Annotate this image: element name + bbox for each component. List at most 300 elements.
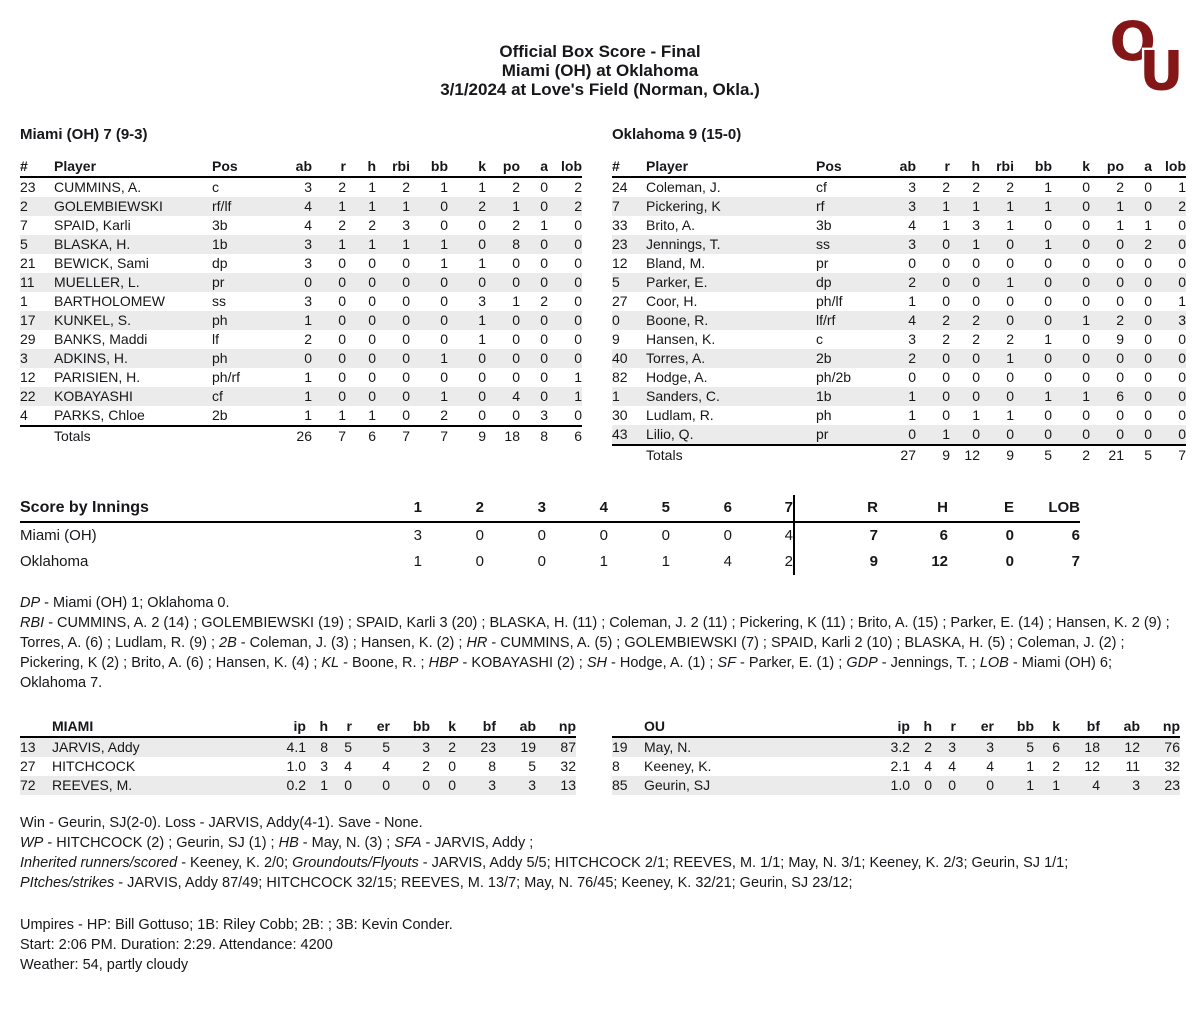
- column-header: [612, 717, 644, 737]
- stat-label: HR: [466, 635, 488, 651]
- summary-stat-cell: 0: [1005, 553, 1014, 570]
- stat-cell: 0: [1178, 255, 1186, 271]
- team-name-cell: Miami (OH): [20, 527, 97, 544]
- position-cell: ss: [212, 293, 226, 309]
- stat-cell: 3: [1132, 777, 1140, 793]
- summary-column-header: E: [948, 495, 1014, 522]
- position-cell: 3b: [212, 217, 228, 233]
- stat-cell: 0: [440, 293, 448, 309]
- column-header: k: [1034, 717, 1060, 737]
- stat-cell: 0: [1116, 293, 1124, 309]
- stat-cell: 2: [972, 179, 980, 195]
- position-cell: 0.2: [286, 777, 306, 793]
- stat-cell: 3: [986, 739, 994, 755]
- stat-cell: 0: [512, 331, 520, 347]
- jersey-number-cell: 13: [20, 739, 36, 755]
- stat-cell: 0: [986, 777, 994, 793]
- stat-cell: 6: [1116, 388, 1124, 404]
- column-header: [20, 717, 52, 737]
- stat-cell: 1: [1006, 407, 1014, 423]
- footer-line: Weather: 54, partly cloudy: [20, 957, 189, 973]
- position-cell: c: [816, 331, 823, 347]
- stat-cell: 3: [908, 331, 916, 347]
- stat-cell: 0: [478, 217, 486, 233]
- inning-score-cell: 4: [723, 553, 732, 570]
- stat-label: LOB: [979, 655, 1009, 671]
- player-name-cell: HITCHCOCK: [52, 758, 136, 774]
- column-header: ip: [260, 717, 306, 737]
- player-row: [612, 425, 1186, 445]
- player-name-cell: JARVIS, Addy: [52, 739, 140, 755]
- player-row: [20, 776, 576, 795]
- stat-cell: 0: [1044, 312, 1052, 328]
- stat-cell: 0: [1178, 217, 1186, 233]
- column-header: bb: [994, 717, 1034, 737]
- stat-cell: 0: [1082, 331, 1090, 347]
- stat-cell: 0: [1044, 293, 1052, 309]
- stat-cell: 1: [574, 388, 582, 404]
- inning-score-cell: 1: [661, 553, 670, 570]
- stat-cell: 4: [908, 217, 916, 233]
- stat-cell: 3: [488, 777, 496, 793]
- stat-cell: 2: [422, 758, 430, 774]
- totals-stat-cell: 9: [980, 445, 1014, 465]
- stat-cell: 0: [1178, 407, 1186, 423]
- stat-cell: 0: [368, 388, 376, 404]
- jersey-number-cell: 0: [612, 312, 620, 328]
- stat-cell: 0: [440, 312, 448, 328]
- away-pitching-header-row: [20, 717, 576, 737]
- stat-cell: 32: [560, 758, 576, 774]
- totals-stat-cell: [816, 445, 874, 465]
- position-cell: cf: [212, 388, 223, 404]
- note-line: RBI - CUMMINS, A. 2 (14) ; GOLEMBIEWSKI (19) ; SPAID, Karli 3 (20) ; BLASKA, H. (11) ; Coleman, J. 2 (11) ; Pickering, K (11) ; Brito, A. (15) ; Parker, E. (14) ; Hansen, K. 2 (9) ; Torres, A. (6) ; Ludlam, R. (9) ; 2B - Coleman, J. (3) ; Hansen, K. (2) ; HR - CUMMINS, A. (5) ; GOLEMBIEWSKI (7) ; SPAID, Karli 2 (10) ; BLASKA, H. (5) ; Coleman, J. (2) ; Pickering, K (2) ; Brito, A. (6) ; Hansen, K. (4) ; KL - Boone, R. ; HBP - KOBAYASHI (2) ; SH - Hodge, A. (1) ; SF - Parker, E. (1) ; GDP - Jennings, T. ; LOB - Miami (OH) 6; Oklahoma 7.: [20, 615, 1170, 691]
- stat-cell: 0: [478, 388, 486, 404]
- stat-cell: 2: [1006, 179, 1014, 195]
- jersey-number-cell: 9: [612, 331, 620, 347]
- stat-cell: 0: [512, 255, 520, 271]
- player-name-cell: Lilio, Q.: [646, 426, 694, 442]
- stat-cell: 2: [1006, 331, 1014, 347]
- stat-cell: 1: [440, 388, 448, 404]
- stat-cell: 3: [304, 179, 312, 195]
- stat-cell: 0: [304, 274, 312, 290]
- stat-cell: 2: [972, 312, 980, 328]
- position-cell: 2b: [212, 407, 228, 423]
- position-cell: c: [212, 179, 219, 195]
- stat-cell: 0: [972, 255, 980, 271]
- player-name-cell: BEWICK, Sami: [54, 255, 149, 271]
- title-line-2: Miami (OH) at Oklahoma: [501, 61, 699, 80]
- column-header: r: [312, 157, 346, 177]
- stat-cell: 0: [942, 369, 950, 385]
- stat-cell: 3: [1178, 312, 1186, 328]
- player-row: [612, 197, 1186, 216]
- totals-stat-cell: 5: [1124, 445, 1152, 465]
- player-name-cell: PARKS, Chloe: [54, 407, 145, 423]
- stat-cell: 0: [440, 198, 448, 214]
- stat-cell: 0: [402, 293, 410, 309]
- ou-logo: [1108, 10, 1186, 94]
- stat-cell: 0: [1006, 388, 1014, 404]
- stat-cell: 3: [304, 236, 312, 252]
- position-cell: 1.0: [286, 758, 306, 774]
- player-row: [20, 177, 582, 197]
- stat-cell: 0: [338, 331, 346, 347]
- inning-score-cell: 2: [732, 549, 794, 575]
- player-name-cell: Torres, A.: [646, 350, 706, 366]
- player-row: [20, 406, 582, 426]
- stat-cell: 0: [512, 407, 520, 423]
- player-name-cell: Pickering, K: [646, 198, 721, 214]
- totals-stat-cell: 9: [916, 445, 950, 465]
- player-row: [20, 330, 582, 349]
- jersey-number-cell: 72: [20, 777, 36, 793]
- stat-cell: 3: [528, 777, 536, 793]
- totals-label-cell: Totals: [646, 445, 816, 465]
- column-header: #: [20, 157, 54, 177]
- column-header: ab: [496, 717, 536, 737]
- inning-score-cell: 0: [537, 553, 546, 570]
- position-cell: pr: [816, 426, 829, 442]
- position-cell: ph/lf: [816, 293, 843, 309]
- stat-cell: 3: [422, 739, 430, 755]
- totals-stat-cell: [20, 426, 54, 446]
- stat-cell: 1: [402, 236, 410, 252]
- jersey-number-cell: 23: [612, 236, 628, 252]
- inning-number-header: 6: [670, 495, 732, 522]
- stat-cell: 2: [574, 198, 582, 214]
- stat-cell: 1: [320, 777, 328, 793]
- stat-cell: 2: [1052, 758, 1060, 774]
- report-title: [0, 0, 1200, 99]
- stat-label: GDP: [846, 655, 878, 671]
- stat-cell: 0: [402, 388, 410, 404]
- column-header: bf: [456, 717, 496, 737]
- stat-cell: 0: [1082, 293, 1090, 309]
- summary-stat-cell: 7: [1071, 553, 1080, 570]
- player-row: [612, 311, 1186, 330]
- inning-number-header: 2: [422, 495, 484, 522]
- stat-cell: 2: [574, 179, 582, 195]
- stat-label: 2B: [219, 635, 237, 651]
- position-cell: 1b: [816, 388, 832, 404]
- stat-label: PItches/strikes: [20, 875, 115, 891]
- player-name-cell: REEVES, M.: [52, 777, 133, 793]
- position-cell: ph: [212, 312, 228, 328]
- stat-cell: 0: [1082, 274, 1090, 290]
- stat-cell: 2: [942, 179, 950, 195]
- stat-cell: 2: [1116, 179, 1124, 195]
- jersey-number-cell: 7: [20, 217, 28, 233]
- player-name-cell: Brito, A.: [646, 217, 696, 233]
- stat-cell: 0: [942, 407, 950, 423]
- stat-cell: 1: [368, 407, 376, 423]
- stat-label: KL: [321, 655, 340, 671]
- stat-label: Inherited runners/scored: [20, 855, 178, 871]
- stat-cell: 0: [382, 777, 390, 793]
- stat-label: Groundouts/Flyouts: [292, 855, 419, 871]
- stat-cell: 1: [478, 255, 486, 271]
- stat-cell: 0: [574, 217, 582, 233]
- column-header: po: [486, 157, 520, 177]
- stat-cell: 4: [344, 758, 352, 774]
- stat-cell: 2: [440, 407, 448, 423]
- jersey-number-cell: 5: [20, 236, 28, 252]
- stat-cell: 0: [540, 331, 548, 347]
- stat-cell: 0: [972, 274, 980, 290]
- jersey-number-cell: 40: [612, 350, 628, 366]
- home-batting-totals-row: [612, 445, 1186, 465]
- stat-cell: 0: [1144, 369, 1152, 385]
- stat-cell: 2: [540, 293, 548, 309]
- column-header: a: [520, 157, 548, 177]
- column-header: ab: [1100, 717, 1140, 737]
- stat-cell: 1: [440, 179, 448, 195]
- stat-cell: 0: [440, 274, 448, 290]
- stat-cell: 3: [908, 236, 916, 252]
- column-header: ip: [864, 717, 910, 737]
- totals-stat-cell: 7: [376, 426, 410, 446]
- stat-cell: 0: [1082, 426, 1090, 442]
- stat-cell: 1: [478, 331, 486, 347]
- stat-cell: 0: [972, 369, 980, 385]
- summary-stat-cell: 12: [931, 553, 948, 570]
- stat-cell: 0: [1044, 274, 1052, 290]
- stat-cell: 0: [338, 293, 346, 309]
- stat-cell: 1: [338, 198, 346, 214]
- title-line-3: 3/1/2024 at Love's Field (Norman, Okla.): [440, 80, 760, 99]
- position-cell: ph: [212, 350, 228, 366]
- stat-cell: 0: [1006, 312, 1014, 328]
- inning-score-cell: 0: [661, 527, 670, 544]
- stat-cell: 0: [540, 369, 548, 385]
- jersey-number-cell: 4: [20, 407, 28, 423]
- stat-cell: 0: [402, 331, 410, 347]
- stat-cell: 1: [440, 350, 448, 366]
- stat-cell: 0: [1144, 198, 1152, 214]
- stat-cell: 1: [368, 198, 376, 214]
- player-name-cell: SPAID, Karli: [54, 217, 131, 233]
- stat-cell: 0: [1082, 217, 1090, 233]
- stat-cell: 12: [1124, 739, 1140, 755]
- inning-score-cell: 3: [413, 527, 422, 544]
- stat-cell: 0: [1044, 407, 1052, 423]
- stat-cell: 1: [908, 407, 916, 423]
- inning-score-cell: 1: [413, 553, 422, 570]
- home-pitching-table: [612, 717, 1180, 795]
- stat-cell: 0: [1116, 350, 1124, 366]
- inning-number-header: 3: [484, 495, 546, 522]
- jersey-number-cell: 85: [612, 777, 628, 793]
- stat-cell: 1: [1178, 293, 1186, 309]
- ou-logo-icon: [1108, 10, 1186, 94]
- stat-label: RBI: [20, 615, 45, 631]
- jersey-number-cell: 17: [20, 312, 36, 328]
- stat-cell: 2: [942, 312, 950, 328]
- inning-score-cell: 0: [475, 553, 484, 570]
- stat-label: HBP: [428, 655, 459, 671]
- stat-cell: 1: [478, 179, 486, 195]
- stat-cell: 0: [908, 369, 916, 385]
- player-row: [20, 292, 582, 311]
- stat-cell: 1: [304, 407, 312, 423]
- player-name-cell: May, N.: [644, 739, 692, 755]
- stat-cell: 1: [942, 198, 950, 214]
- player-row: [612, 406, 1186, 425]
- stat-cell: 0: [1178, 388, 1186, 404]
- stat-cell: 1: [1116, 217, 1124, 233]
- stat-cell: 1: [304, 388, 312, 404]
- player-row: [20, 311, 582, 330]
- player-name-cell: ADKINS, H.: [54, 350, 128, 366]
- player-name-cell: Hodge, A.: [646, 369, 708, 385]
- stat-cell: 0: [574, 350, 582, 366]
- note-line: WP - HITCHCOCK (2) ; Geurin, SJ (1) ; HB - May, N. (3) ; SFA - JARVIS, Addy ;: [20, 835, 534, 851]
- away-team-heading: Miami (OH) 7 (9-3): [20, 126, 148, 143]
- player-row: [612, 349, 1186, 368]
- stat-cell: 3: [972, 217, 980, 233]
- totals-stat-cell: 6: [346, 426, 376, 446]
- stat-cell: 0: [942, 274, 950, 290]
- stat-cell: 0: [304, 350, 312, 366]
- player-row: [20, 235, 582, 254]
- game-notes: [0, 593, 1200, 693]
- jersey-number-cell: 5: [612, 274, 620, 290]
- jersey-number-cell: 82: [612, 369, 628, 385]
- totals-stat-cell: [612, 445, 646, 465]
- stat-cell: 0: [540, 274, 548, 290]
- summary-stat-cell: 0: [1005, 527, 1014, 544]
- stat-cell: 1: [440, 236, 448, 252]
- stat-cell: 0: [1178, 426, 1186, 442]
- stat-cell: 0: [368, 350, 376, 366]
- position-cell: dp: [816, 274, 832, 290]
- stat-label: HB: [278, 835, 299, 851]
- stat-cell: 4: [924, 758, 932, 774]
- jersey-number-cell: 43: [612, 426, 628, 442]
- player-row: [612, 776, 1180, 795]
- player-row: [612, 292, 1186, 311]
- jersey-number-cell: 33: [612, 217, 628, 233]
- stat-cell: 2: [448, 739, 456, 755]
- logo-letter-o: O: [1109, 10, 1156, 73]
- column-header: a: [1124, 157, 1152, 177]
- jersey-number-cell: 12: [612, 255, 628, 271]
- totals-stat-cell: 27: [874, 445, 916, 465]
- column-header: Player: [54, 157, 212, 177]
- stat-cell: 1: [1006, 217, 1014, 233]
- stat-cell: 1: [1082, 312, 1090, 328]
- summary-stat-cell: 9: [869, 553, 878, 570]
- player-row: [20, 273, 582, 292]
- totals-stat-cell: 7: [410, 426, 448, 446]
- stat-cell: 13: [560, 777, 576, 793]
- logo-letter-u: U: [1139, 38, 1184, 94]
- column-header: rbi: [376, 157, 410, 177]
- column-header: bb: [1014, 157, 1052, 177]
- stat-cell: 1: [338, 407, 346, 423]
- pitching-section: [0, 717, 1200, 795]
- stat-cell: 0: [942, 255, 950, 271]
- column-header: np: [1140, 717, 1180, 737]
- stat-cell: 1: [1044, 236, 1052, 252]
- stat-cell: 0: [972, 426, 980, 442]
- stat-cell: 0: [1082, 350, 1090, 366]
- position-cell: 2b: [816, 350, 832, 366]
- stat-cell: 2: [512, 179, 520, 195]
- stat-cell: 5: [528, 758, 536, 774]
- column-header: bf: [1060, 717, 1100, 737]
- jersey-number-cell: 12: [20, 369, 36, 385]
- jersey-number-cell: 3: [20, 350, 28, 366]
- stat-cell: 0: [540, 179, 548, 195]
- team-name-cell: Oklahoma: [20, 553, 89, 570]
- player-name-cell: CUMMINS, A.: [54, 179, 142, 195]
- player-name-cell: Geurin, SJ: [644, 777, 711, 793]
- stat-cell: 2: [908, 350, 916, 366]
- position-cell: rf: [816, 198, 825, 214]
- stat-cell: 0: [1006, 255, 1014, 271]
- jersey-number-cell: 30: [612, 407, 628, 423]
- stat-cell: 0: [368, 274, 376, 290]
- player-row: [20, 757, 576, 776]
- away-batting-table: [20, 157, 582, 446]
- inning-number-header: 5: [608, 495, 670, 522]
- pitching-notes: [0, 813, 1200, 893]
- column-header: Player: [646, 157, 816, 177]
- stat-cell: 0: [1144, 274, 1152, 290]
- player-row: [612, 330, 1186, 349]
- inning-number-header: 4: [546, 495, 608, 522]
- position-cell: 4.1: [286, 739, 306, 755]
- player-name-cell: BLASKA, H.: [54, 236, 131, 252]
- stat-cell: 0: [368, 331, 376, 347]
- stat-cell: 3: [908, 198, 916, 214]
- stat-cell: 0: [1082, 179, 1090, 195]
- position-cell: 3b: [816, 217, 832, 233]
- stat-cell: 1: [942, 426, 950, 442]
- stat-cell: 0: [1006, 236, 1014, 252]
- stat-cell: 1: [1044, 198, 1052, 214]
- stat-cell: 0: [478, 350, 486, 366]
- player-name-cell: KUNKEL, S.: [54, 312, 132, 328]
- innings-table-title: Score by Innings: [20, 495, 360, 522]
- position-cell: 2.1: [890, 758, 910, 774]
- player-name-cell: GOLEMBIEWSKI: [54, 198, 163, 214]
- column-header: k: [448, 157, 486, 177]
- summary-column-header: R: [794, 495, 878, 522]
- totals-stat-cell: 8: [520, 426, 548, 446]
- stat-cell: 0: [540, 312, 548, 328]
- jersey-number-cell: 7: [612, 198, 620, 214]
- stat-cell: 0: [540, 236, 548, 252]
- stat-cell: 0: [1178, 331, 1186, 347]
- totals-stat-cell: 7: [312, 426, 346, 446]
- stat-cell: 0: [368, 369, 376, 385]
- player-name-cell: Jennings, T.: [646, 236, 721, 252]
- summary-stat-cell: 6: [939, 527, 948, 544]
- stat-cell: 1: [304, 312, 312, 328]
- stat-cell: 1: [512, 293, 520, 309]
- stat-cell: 1: [304, 369, 312, 385]
- stat-cell: 3: [304, 255, 312, 271]
- jersey-number-cell: 24: [612, 179, 628, 195]
- totals-stat-cell: 6: [548, 426, 582, 446]
- stat-cell: 0: [574, 293, 582, 309]
- stat-cell: 0: [440, 369, 448, 385]
- stat-cell: 4: [512, 388, 520, 404]
